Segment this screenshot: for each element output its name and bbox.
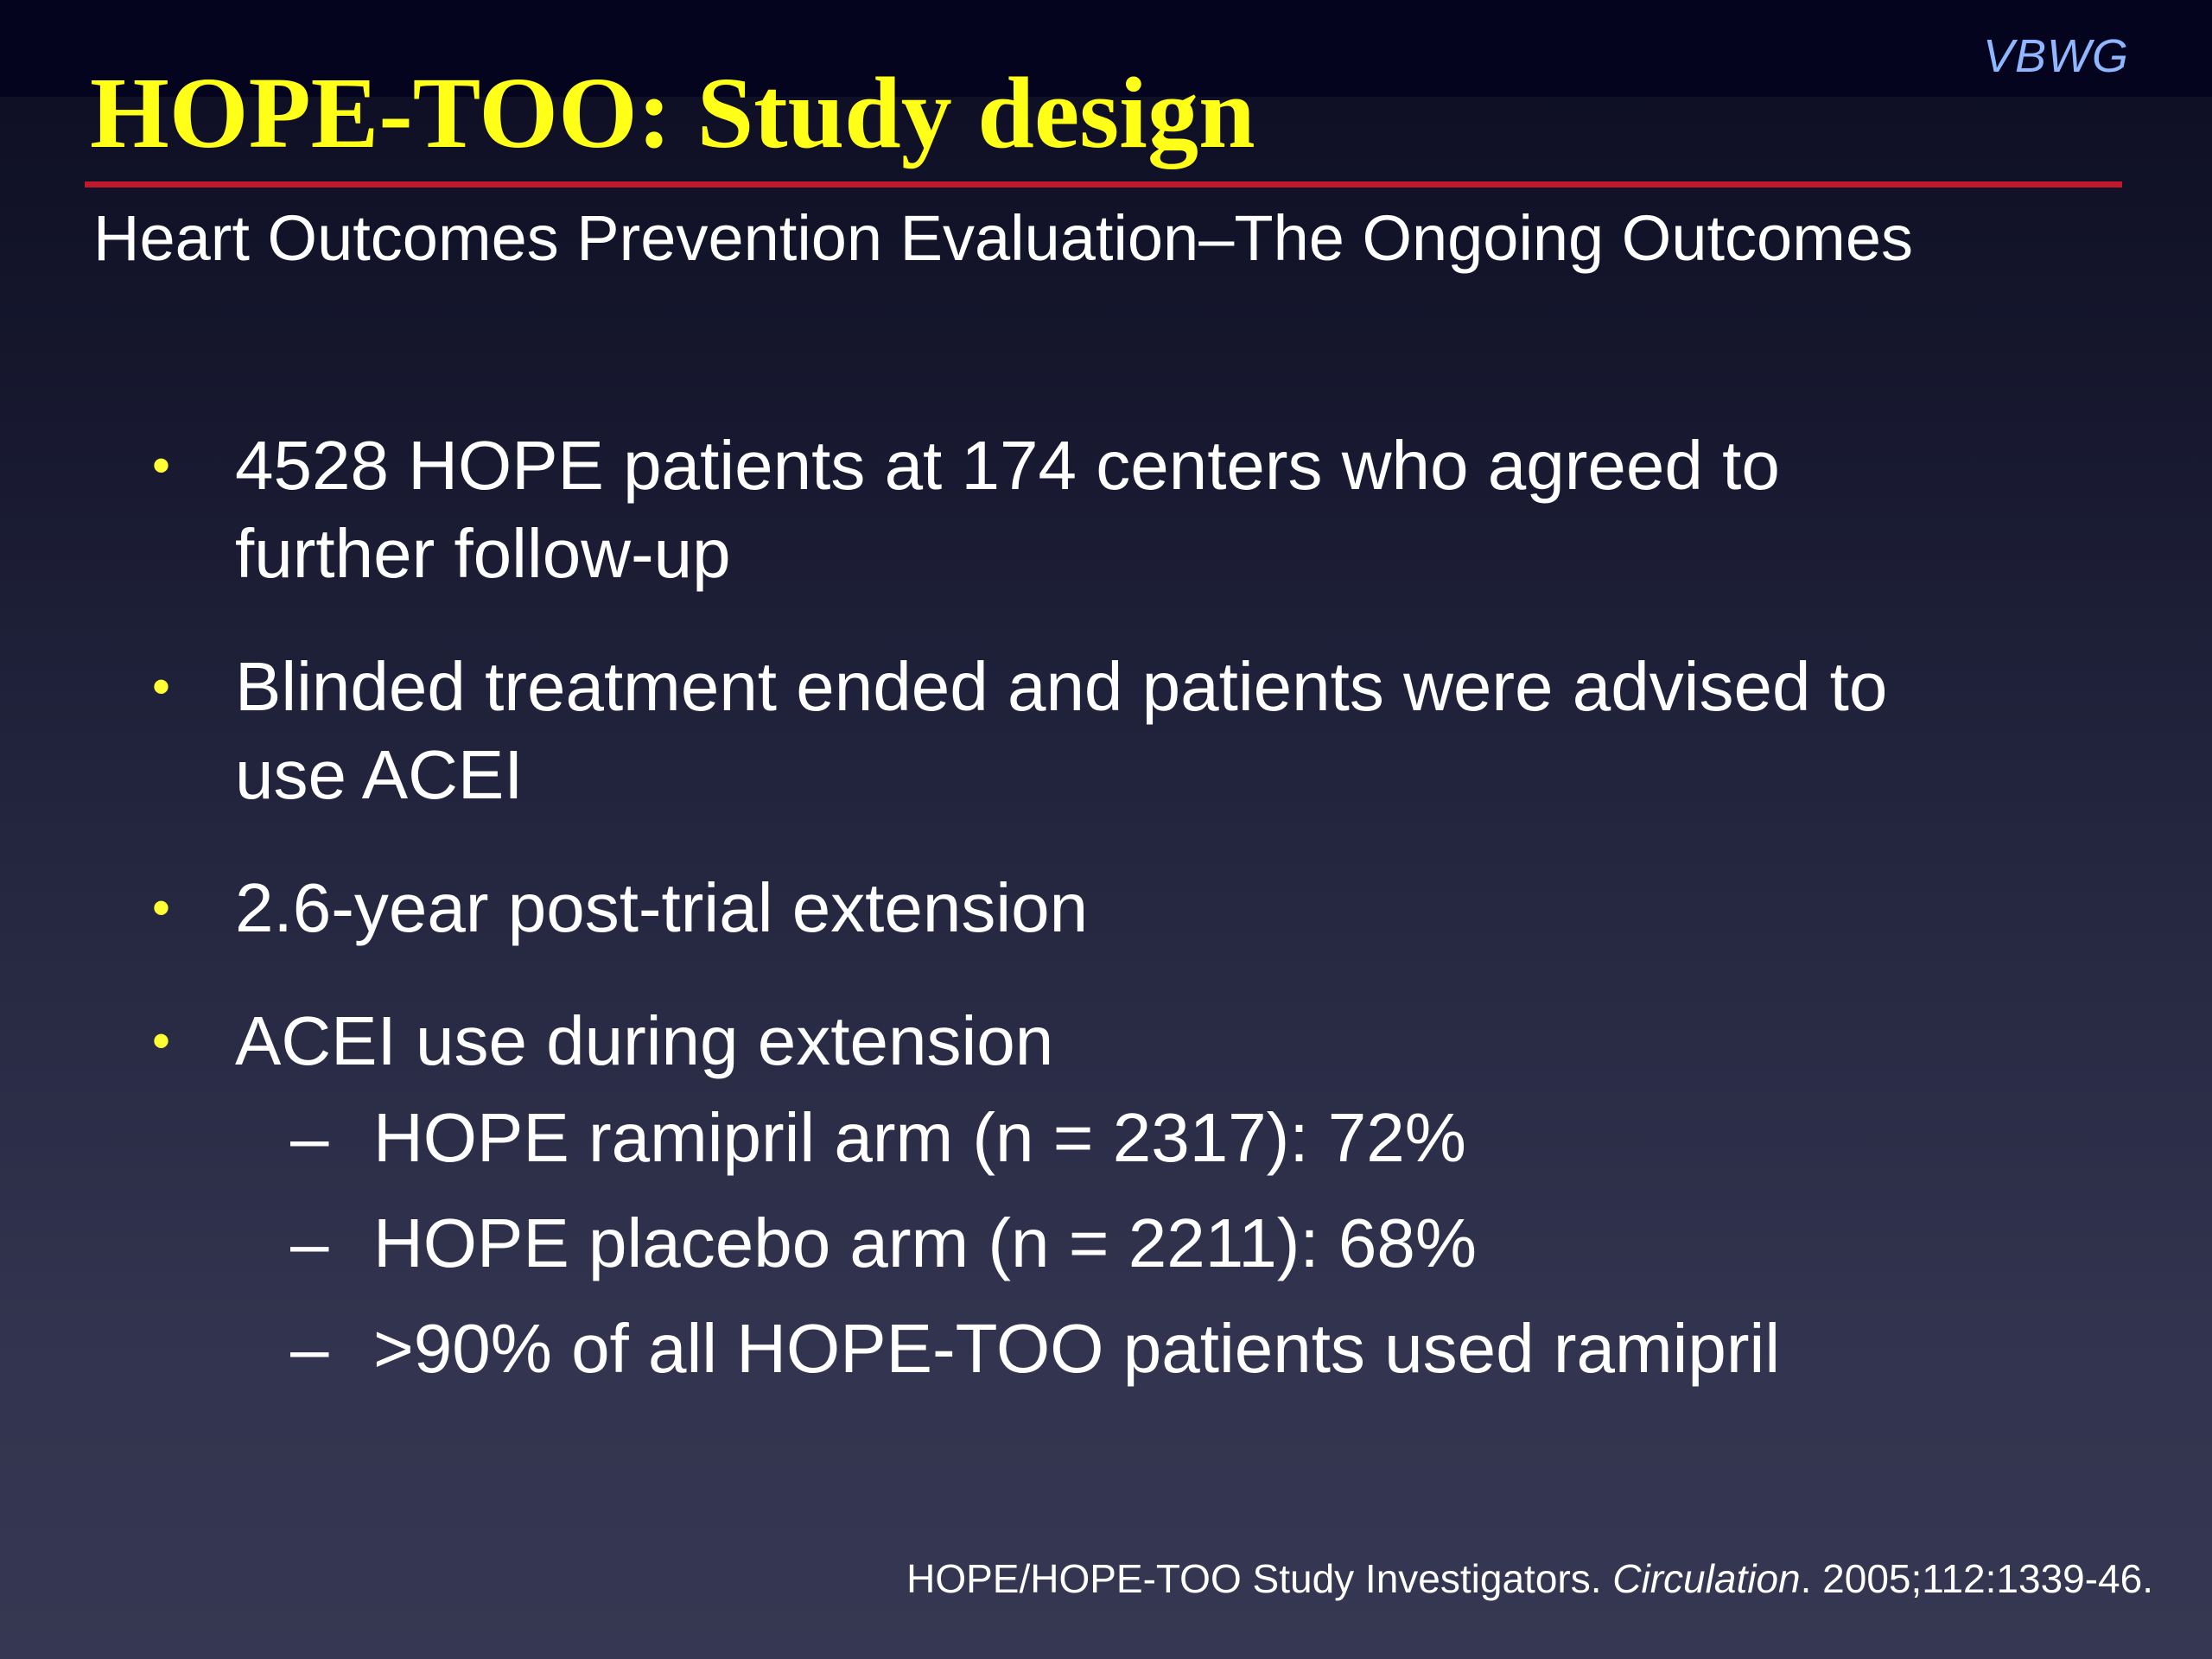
sub-bullet-item	[235, 1296, 1963, 1402]
bullet-list	[0, 422, 1963, 1446]
citation-authors: HOPE/HOPE-TOO Study Investigators.	[906, 1556, 1602, 1601]
bullet-text: Blinded treatment ended and patients were advised to use ACEI	[235, 648, 1888, 813]
bullet-text: ACEI use during extension	[235, 1002, 1054, 1079]
bullet-item	[0, 422, 1963, 598]
sub-bullet-list	[235, 1085, 1963, 1402]
bullet-dot-icon: •	[152, 436, 171, 494]
vbwg-logo: VBWG	[1982, 30, 2129, 82]
title-divider	[85, 181, 2122, 188]
dash-icon: –	[290, 1099, 329, 1176]
bullet-text: 4528 HOPE patients at 174 centers who agreed to further follow-up	[235, 427, 1780, 592]
bullet-dot-icon: •	[152, 658, 171, 715]
bullet-text: 2.6-year post-trial extension	[235, 869, 1089, 946]
bullet-item	[0, 864, 1963, 952]
bullet-item	[0, 997, 1963, 1402]
sub-bullet-text: HOPE ramipril arm (n = 2317): 72%	[373, 1099, 1466, 1176]
sub-bullet-text: HOPE placebo arm (n = 2211): 68%	[373, 1205, 1477, 1281]
slide-subtitle: Heart Outcomes Prevention Evaluation–The Ongoing Outcomes	[93, 202, 1914, 274]
bullet-item	[0, 643, 1963, 819]
sub-bullet-item	[235, 1085, 1963, 1191]
slide-title: HOPE-TOO: Study design	[90, 56, 1255, 169]
citation-journal: Circulation	[1612, 1556, 1801, 1601]
citation	[906, 1555, 2153, 1603]
sub-bullet-item	[235, 1191, 1963, 1296]
bullet-dot-icon: •	[152, 879, 171, 937]
dash-icon: –	[290, 1205, 329, 1281]
sub-bullet-text: >90% of all HOPE-TOO patients used ramipril	[373, 1310, 1781, 1387]
bullet-dot-icon: •	[152, 1012, 171, 1070]
dash-icon: –	[290, 1310, 329, 1387]
citation-details: . 2005;112:1339-46.	[1800, 1556, 2153, 1601]
